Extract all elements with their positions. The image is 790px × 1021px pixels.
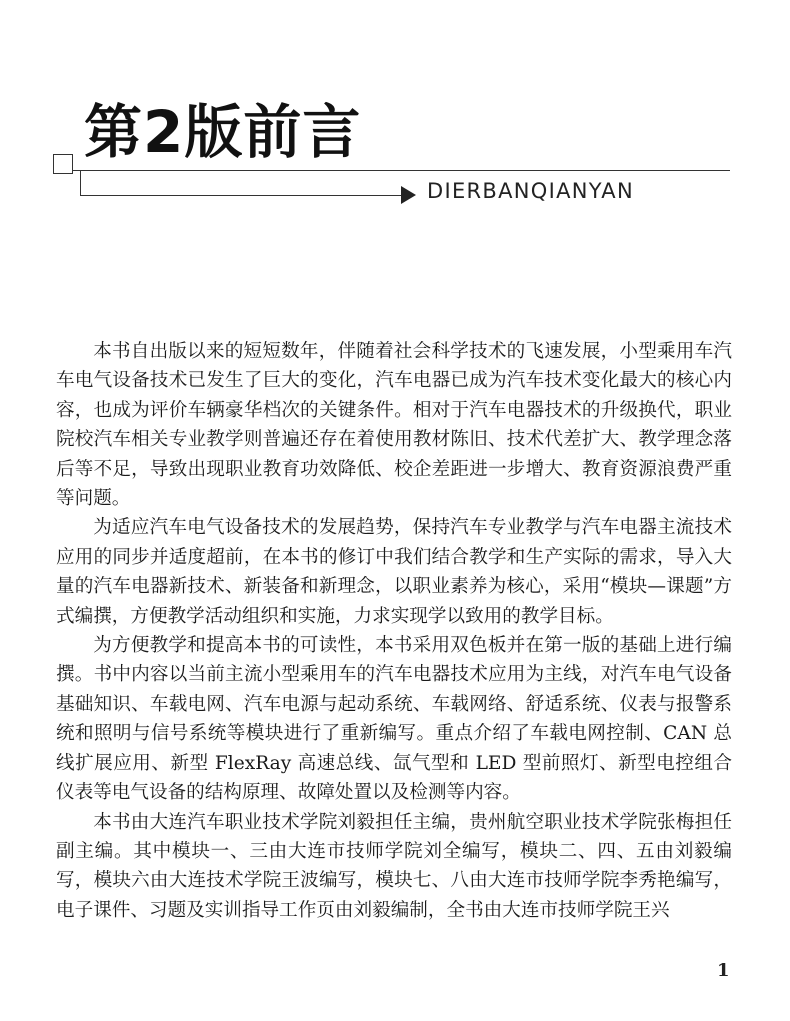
header-rule-bottom (80, 195, 402, 196)
paragraph: 本书自出版以来的短短数年，伴随着社会科学技术的飞速发展，小型乘用车汽车电气设备技术已发生了巨大的变化，汽车电器已成为汽车技术变化最大的核心内容，也成为评价车辆豪华档次的关键条件。相对于汽车电器技术的升级换代，职业院校汽车相关专业教学则普遍还存在着使用教材陈旧、技术代差扩大、教学理念落后等不足，导致出现职业教育功效降低、校企差距进一步增大、教育资源浪费严重等问题。 (56, 341, 732, 510)
header-rule-left (80, 170, 81, 196)
paragraph: 为适应汽车电气设备技术的发展趋势，保持汽车专业教学与汽车电器主流技术应用的同步并适度超前，在本书的修订中我们结合教学和生产实际的需求，导入大量的汽车电器新技术、新装备和新理念，以职业素养为核心，采用“模块—课题”方式编撰，方便教学活动组织和实施，力求实现学以致用的教学目标。 (56, 517, 732, 627)
paragraph: 为方便教学和提高本书的可读性，本书采用双色板并在第一版的基础上进行编撰。书中内容以当前主流小型乘用车的汽车电器技术应用为主线，对汽车电气设备基础知识、车载电网、汽车电源与起动系统、车载网络、舒适系统、仪表与报警系统和照明与信号系统等模块进行了重新编写。重点介绍了车载电网控制、CAN 总线扩展应用、新型 FlexRay 高速总线、氙气型和 LED 型前照灯、新型电控组合仪表等电气设备的结构原理、故障处置以及检测等内容。 (56, 635, 732, 804)
paragraph: 本书由大连汽车职业技术学院刘毅担任主编，贵州航空职业技术学院张梅担任副主编。其中模块一、三由大连市技师学院刘全编写，模块二、四、五由刘毅编写，模块六由大连技术学院王波编写，模块七、八由大连市技师学院李秀艳编写，电子课件、习题及实训指导工作页由刘毅编制，全书由大连市技师学院王兴 (56, 811, 732, 921)
page-subtitle: DIERBANQIANYAN (427, 179, 634, 203)
corner-square-icon (53, 154, 73, 174)
arrow-right-icon (401, 186, 416, 204)
header-rule-top (71, 170, 730, 171)
preface-body (56, 337, 732, 925)
page-number: 1 (717, 960, 730, 981)
page-title: 第2版前言 (84, 98, 362, 166)
chapter-header (0, 0, 790, 210)
